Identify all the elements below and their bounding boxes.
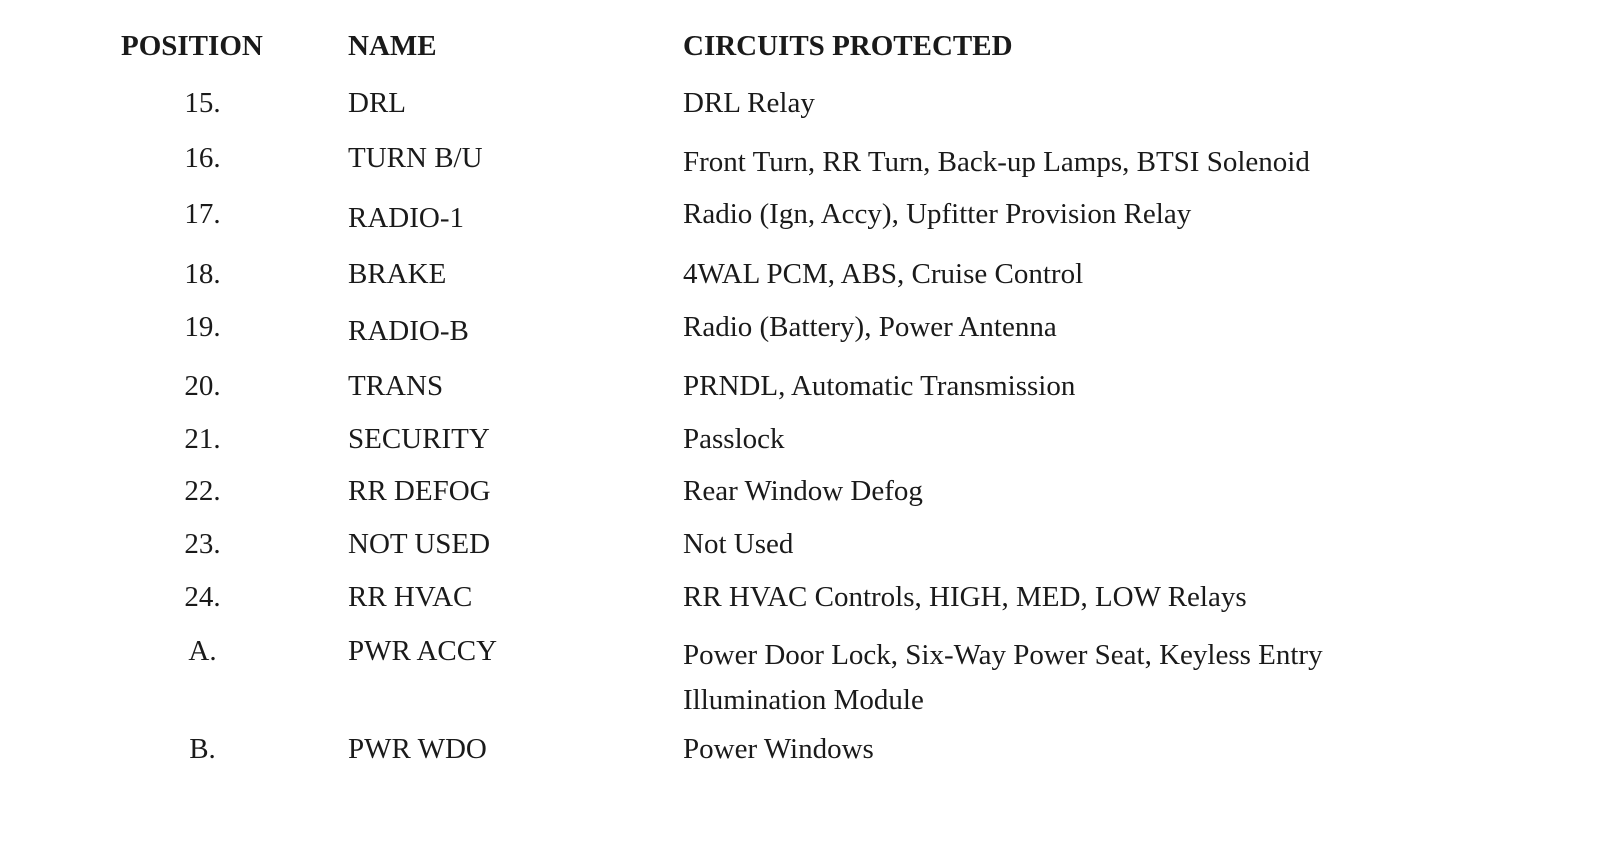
row-name: TURN B/U [348, 142, 483, 174]
row-name: SECURITY [348, 423, 490, 455]
row-name: DRL [348, 87, 406, 119]
row-position: A. [188, 635, 217, 667]
row-name: NOT USED [348, 528, 491, 560]
row-circuits [683, 140, 1583, 185]
row-circuits [683, 469, 1583, 514]
circuits-line: Not Used [683, 528, 794, 560]
circuits-line: Radio (Ign, Accy), Upfitter Provision Relay [683, 198, 1192, 230]
row-name: BRAKE [348, 258, 447, 290]
table-header [0, 30, 1618, 70]
header-position: POSITION [121, 30, 263, 62]
row-circuits [683, 633, 1583, 723]
row-position: 22. [184, 475, 221, 507]
row-circuits [683, 364, 1583, 409]
circuits-line: RR HVAC Controls, HIGH, MED, LOW Relays [683, 581, 1247, 613]
row-position: 23. [184, 528, 221, 560]
row-position: 21. [184, 423, 221, 455]
row-position: 24. [184, 581, 221, 613]
row-position: 15. [184, 87, 221, 119]
row-circuits [683, 305, 1583, 350]
row-circuits [683, 252, 1583, 297]
row-position: 17. [184, 198, 221, 230]
circuits-line: PRNDL, Automatic Transmission [683, 370, 1076, 402]
circuits-line: Front Turn, RR Turn, Back-up Lamps, BTSI Solenoid [683, 146, 1310, 178]
circuits-line: Rear Window Defog [683, 475, 923, 507]
circuits-line: Power Windows [683, 733, 874, 765]
row-name: PWR WDO [348, 733, 487, 765]
circuits-line: Passlock [683, 423, 785, 455]
row-circuits [683, 81, 1583, 126]
row-name: TRANS [348, 370, 444, 402]
circuits-line: DRL Relay [683, 87, 815, 119]
row-name: RADIO-B [348, 315, 469, 347]
row-circuits [683, 727, 1583, 772]
row-position: 19. [184, 311, 221, 343]
row-position: 18. [184, 258, 221, 290]
row-position: 20. [184, 370, 221, 402]
row-name: PWR ACCY [348, 635, 498, 667]
circuits-line: 4WAL PCM, ABS, Cruise Control [683, 258, 1084, 290]
row-circuits [683, 192, 1583, 237]
circuits-line: Illumination Module [683, 684, 924, 716]
row-name: RR DEFOG [348, 475, 491, 507]
circuits-line: Power Door Lock, Six-Way Power Seat, Keyless Entry [683, 639, 1323, 671]
circuits-line: Radio (Battery), Power Antenna [683, 311, 1057, 343]
row-circuits [683, 575, 1583, 620]
row-name: RADIO-1 [348, 202, 464, 234]
row-name: RR HVAC [348, 581, 473, 613]
row-circuits [683, 522, 1583, 567]
header-name: NAME [348, 30, 437, 62]
row-position: B. [189, 733, 216, 765]
row-circuits [683, 417, 1583, 462]
row-position: 16. [184, 142, 221, 174]
header-circuits-protected: CIRCUITS PROTECTED [683, 30, 1013, 62]
